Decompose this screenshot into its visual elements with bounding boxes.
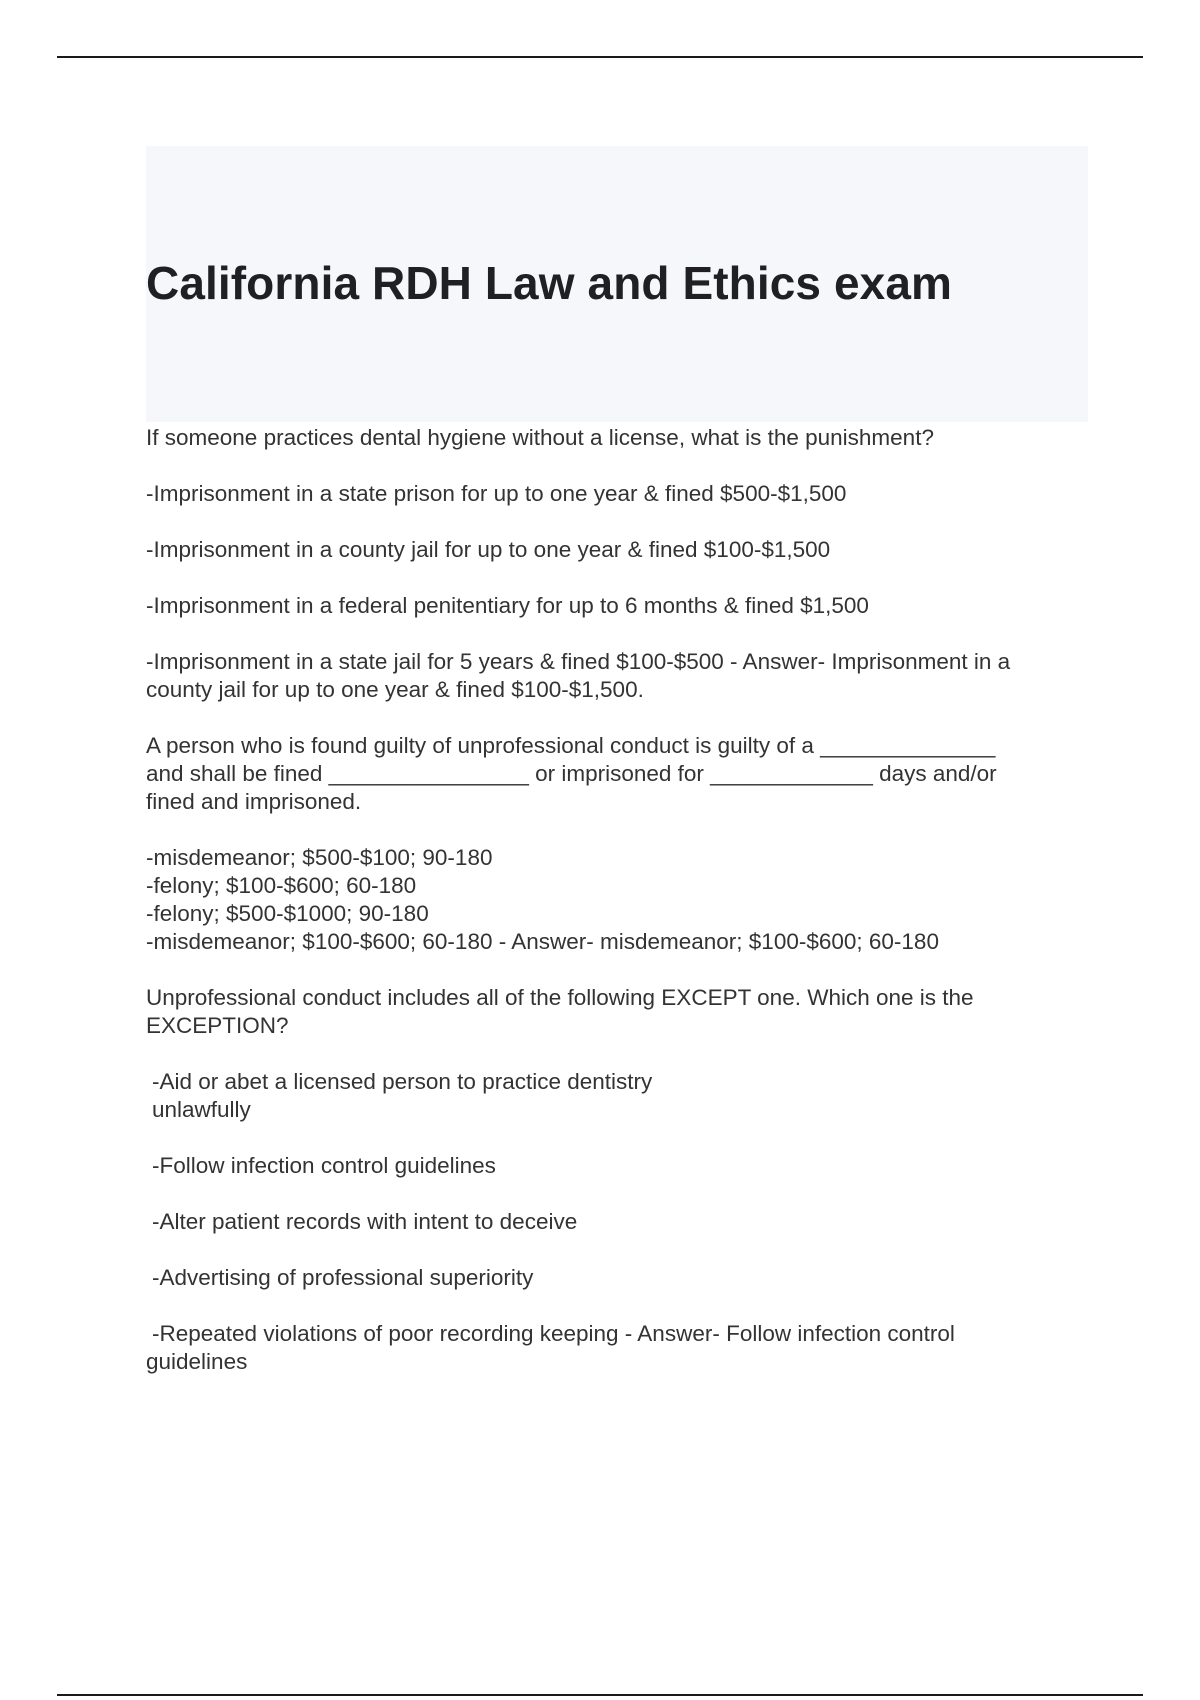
option-with-answer (146, 648, 1086, 704)
text-line: -Imprisonment in a state jail for 5 years & fined $100-$500 - Answer- Imprisonment in a (146, 649, 1011, 674)
text-line: -Imprisonment in a federal penitentiary for up to 6 months & fined $1,500 (146, 593, 869, 618)
text-line: -felony; $100-$600; 60-180 (146, 873, 417, 898)
option-item (146, 592, 1086, 620)
text-line: -felony; $500-$1000; 90-180 (146, 901, 429, 926)
option-item (146, 536, 1086, 564)
option-item (146, 1264, 1086, 1292)
options-with-answer (146, 844, 1086, 956)
top-rule (57, 56, 1143, 58)
text-line: unlawfully (152, 1097, 251, 1122)
text-line: -Imprisonment in a state prison for up to one year & fined $500-$1,500 (146, 481, 847, 506)
text-line: -Alter patient records with intent to deceive (152, 1209, 578, 1234)
option-item (146, 1068, 1086, 1124)
option-with-answer (146, 1320, 1086, 1376)
text-line: If someone practices dental hygiene without a license, what is the punishment? (146, 425, 934, 450)
text-line: and shall be fined ________________ or imprisoned for _____________ days and/or (146, 761, 997, 786)
document-body (146, 424, 1086, 1404)
text-line: A person who is found guilty of unprofessional conduct is guilty of a ______________ (146, 733, 996, 758)
question-2 (146, 732, 1086, 816)
text-line: -Follow infection control guidelines (152, 1153, 496, 1178)
option-item (146, 480, 1086, 508)
option-item (146, 1208, 1086, 1236)
text-line: -Advertising of professional superiority (152, 1265, 534, 1290)
question-3 (146, 984, 1086, 1040)
text-line: -Imprisonment in a county jail for up to one year & fined $100-$1,500 (146, 537, 831, 562)
text-line: Unprofessional conduct includes all of the following EXCEPT one. Which one is the (146, 985, 974, 1010)
text-line: guidelines (146, 1349, 248, 1374)
bottom-rule (57, 1694, 1143, 1696)
document-title: California RDH Law and Ethics exam (146, 257, 953, 309)
text-line: -Repeated violations of poor recording keeping - Answer- Follow infection control (152, 1321, 955, 1346)
text-line: -misdemeanor; $500-$100; 90-180 (146, 845, 493, 870)
text-line: county jail for up to one year & fined $100-$1,500. (146, 677, 644, 702)
question-1 (146, 424, 1086, 452)
text-line: -Aid or abet a licensed person to practice dentistry (152, 1069, 653, 1094)
text-line: fined and imprisoned. (146, 789, 362, 814)
text-line: -misdemeanor; $100-$600; 60-180 - Answer- misdemeanor; $100-$600; 60-180 (146, 929, 939, 954)
text-line: EXCEPTION? (146, 1013, 289, 1038)
option-item (146, 1152, 1086, 1180)
